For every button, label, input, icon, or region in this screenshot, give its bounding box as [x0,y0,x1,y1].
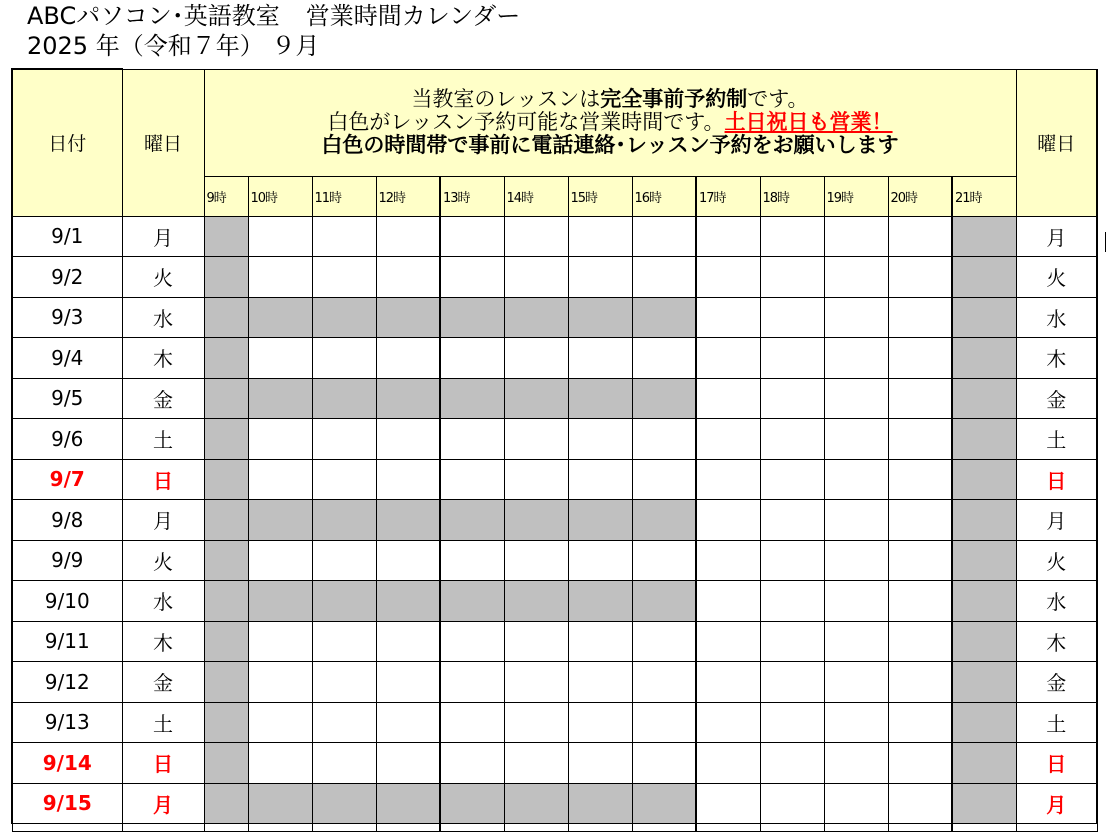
open-slot[interactable] [312,216,376,257]
dow-cell-right: 木 [1016,338,1097,379]
hour-header: 15時 [568,176,632,216]
open-slot[interactable] [248,459,312,500]
open-slot[interactable] [376,662,440,703]
closed-slot[interactable] [504,500,568,541]
closed-slot[interactable] [952,500,1016,541]
open-slot[interactable] [760,743,824,784]
open-slot[interactable] [760,378,824,419]
dow-cell: 日 [122,743,204,784]
open-slot[interactable] [504,216,568,257]
hour-header: 21時 [952,176,1016,216]
dow-cell-right: 水 [1016,297,1097,338]
open-slot[interactable] [632,216,696,257]
open-slot[interactable] [888,662,952,703]
open-slot[interactable] [504,540,568,581]
school-name: ABCパソコン･英語教室 [27,2,280,30]
closed-slot[interactable] [440,783,504,824]
open-slot[interactable] [696,581,760,622]
open-slot[interactable] [248,216,312,257]
closed-slot[interactable] [952,621,1016,662]
open-slot[interactable] [824,378,888,419]
dow-cell: 土 [122,702,204,743]
day-row [12,743,1097,784]
date-cell: 9/14 [12,743,122,784]
partial-cell [312,824,376,832]
closed-slot[interactable] [204,257,248,298]
closed-slot[interactable] [376,378,440,419]
notice-line-2: 白色がレッスン予約可能な営業時間です。土日祝日も営業！ [327,110,893,134]
open-slot[interactable] [568,540,632,581]
open-slot[interactable] [312,702,376,743]
open-slot[interactable] [504,338,568,379]
day-row [12,500,1097,541]
closed-slot[interactable] [952,378,1016,419]
closed-slot[interactable] [568,500,632,541]
dow-cell-right: 金 [1016,378,1097,419]
open-slot[interactable] [696,459,760,500]
closed-slot[interactable] [568,783,632,824]
hour-header: 13時 [440,176,504,216]
open-slot[interactable] [824,621,888,662]
day-row [12,662,1097,703]
closed-slot[interactable] [248,297,312,338]
closed-slot[interactable] [204,621,248,662]
schedule-table [11,68,1098,832]
open-slot[interactable] [760,257,824,298]
closed-slot[interactable] [568,297,632,338]
partial-cell [376,824,440,832]
open-slot[interactable] [696,702,760,743]
dow-cell-right: 火 [1016,257,1097,298]
dow-cell: 木 [122,621,204,662]
dow-cell-right: 月 [1016,783,1097,824]
open-slot[interactable] [888,540,952,581]
closed-slot[interactable] [312,783,376,824]
open-slot[interactable] [824,338,888,379]
open-slot[interactable] [824,662,888,703]
open-slot[interactable] [248,338,312,379]
hour-header: 9時 [204,176,248,216]
closed-slot[interactable] [440,500,504,541]
closed-slot[interactable] [204,702,248,743]
date-cell: 9/8 [12,500,122,541]
partial-cell [248,824,312,832]
partial-cell [760,824,824,832]
closed-slot[interactable] [204,540,248,581]
open-slot[interactable] [312,743,376,784]
open-slot[interactable] [888,419,952,460]
open-slot[interactable] [888,378,952,419]
dow-cell-right: 金 [1016,662,1097,703]
dow-cell: 木 [122,338,204,379]
dow-cell-right: 日 [1016,459,1097,500]
closed-slot[interactable] [376,783,440,824]
calendar-month: 2025 年（令和７年） ９月 [27,32,320,60]
open-slot[interactable] [824,297,888,338]
open-slot[interactable] [824,500,888,541]
open-slot[interactable] [440,459,504,500]
dow-cell: 金 [122,378,204,419]
open-slot[interactable] [376,459,440,500]
partial-cell [632,824,696,832]
closed-slot[interactable] [504,581,568,622]
hour-header: 12時 [376,176,440,216]
dow-cell: 火 [122,540,204,581]
page-title [27,2,520,30]
open-slot[interactable] [440,216,504,257]
open-slot[interactable] [568,419,632,460]
closed-slot[interactable] [952,257,1016,298]
open-slot[interactable] [888,621,952,662]
date-cell: 9/13 [12,702,122,743]
closed-slot[interactable] [376,297,440,338]
closed-slot[interactable] [204,662,248,703]
closed-slot[interactable] [632,297,696,338]
closed-slot[interactable] [248,783,312,824]
dow-cell: 水 [122,581,204,622]
closed-slot[interactable] [204,216,248,257]
calendar-name: 営業時間カレンダー [305,2,521,30]
partial-row [12,824,1097,832]
open-slot[interactable] [312,419,376,460]
notice-line-1: 当教室のレッスンは完全事前予約制です。 [411,87,809,111]
open-slot[interactable] [440,257,504,298]
closed-slot[interactable] [440,378,504,419]
date-cell: 9/6 [12,419,122,460]
dow-cell-right: 月 [1016,216,1097,257]
closed-slot[interactable] [312,297,376,338]
open-slot[interactable] [568,338,632,379]
dow-cell-right: 土 [1016,702,1097,743]
closed-slot[interactable] [952,743,1016,784]
open-slot[interactable] [824,419,888,460]
open-slot[interactable] [376,419,440,460]
closed-slot[interactable] [952,338,1016,379]
closed-slot[interactable] [204,783,248,824]
open-slot[interactable] [504,702,568,743]
closed-slot[interactable] [204,419,248,460]
open-slot[interactable] [376,338,440,379]
open-slot[interactable] [696,257,760,298]
closed-slot[interactable] [248,581,312,622]
partial-cell [1016,824,1097,832]
closed-slot[interactable] [568,581,632,622]
open-slot[interactable] [504,662,568,703]
dow-cell: 水 [122,297,204,338]
open-slot[interactable] [760,783,824,824]
date-cell: 9/9 [12,540,122,581]
open-slot[interactable] [568,621,632,662]
open-slot[interactable] [632,459,696,500]
open-slot[interactable] [824,459,888,500]
day-row [12,783,1097,824]
open-slot[interactable] [568,702,632,743]
open-slot[interactable] [696,783,760,824]
open-slot[interactable] [248,540,312,581]
dow-cell: 土 [122,419,204,460]
dow-header-right: 曜日 [1016,69,1097,216]
closed-slot[interactable] [248,500,312,541]
closed-slot[interactable] [204,297,248,338]
partial-cell [568,824,632,832]
open-slot[interactable] [696,297,760,338]
open-slot[interactable] [248,702,312,743]
open-slot[interactable] [760,338,824,379]
open-slot[interactable] [568,662,632,703]
open-slot[interactable] [376,743,440,784]
open-slot[interactable] [504,257,568,298]
open-slot[interactable] [376,540,440,581]
open-slot[interactable] [632,743,696,784]
open-slot[interactable] [888,783,952,824]
open-slot[interactable] [632,338,696,379]
open-slot[interactable] [568,257,632,298]
open-slot[interactable] [632,621,696,662]
open-slot[interactable] [824,783,888,824]
open-slot[interactable] [888,257,952,298]
open-slot[interactable] [824,581,888,622]
open-slot[interactable] [696,743,760,784]
open-slot[interactable] [312,540,376,581]
open-slot[interactable] [248,743,312,784]
closed-slot[interactable] [204,500,248,541]
open-slot[interactable] [760,419,824,460]
closed-slot[interactable] [632,783,696,824]
open-slot[interactable] [440,662,504,703]
hour-header: 18時 [760,176,824,216]
closed-slot[interactable] [952,702,1016,743]
closed-slot[interactable] [248,378,312,419]
open-slot[interactable] [504,621,568,662]
date-cell: 9/7 [12,459,122,500]
open-slot[interactable] [632,419,696,460]
hour-header: 16時 [632,176,696,216]
hour-header: 14時 [504,176,568,216]
date-cell: 9/15 [12,783,122,824]
date-cell: 9/11 [12,621,122,662]
open-slot[interactable] [568,216,632,257]
closed-slot[interactable] [632,581,696,622]
open-slot[interactable] [888,338,952,379]
open-slot[interactable] [824,257,888,298]
closed-slot[interactable] [376,500,440,541]
dow-header-left: 曜日 [122,69,204,216]
open-slot[interactable] [440,621,504,662]
open-slot[interactable] [696,378,760,419]
date-cell: 9/12 [12,662,122,703]
open-slot[interactable] [504,743,568,784]
open-slot[interactable] [888,459,952,500]
day-row [12,702,1097,743]
partial-cell [12,824,122,832]
open-slot[interactable] [440,743,504,784]
hour-header: 17時 [696,176,760,216]
closed-slot[interactable] [204,459,248,500]
open-slot[interactable] [376,216,440,257]
closed-slot[interactable] [376,581,440,622]
dow-cell: 月 [122,500,204,541]
open-slot[interactable] [696,500,760,541]
dow-cell-right: 土 [1016,419,1097,460]
open-slot[interactable] [632,540,696,581]
open-slot[interactable] [760,216,824,257]
open-slot[interactable] [696,540,760,581]
date-cell: 9/4 [12,338,122,379]
closed-slot[interactable] [504,783,568,824]
open-slot[interactable] [504,459,568,500]
hour-header: 11時 [312,176,376,216]
open-slot[interactable] [888,216,952,257]
open-slot[interactable] [888,702,952,743]
open-slot[interactable] [760,297,824,338]
dow-cell-right: 月 [1016,500,1097,541]
day-row [12,257,1097,298]
open-slot[interactable] [760,662,824,703]
open-slot[interactable] [760,702,824,743]
day-row [12,378,1097,419]
open-slot[interactable] [248,257,312,298]
dow-cell-right: 木 [1016,621,1097,662]
open-slot[interactable] [312,257,376,298]
hour-header: 19時 [824,176,888,216]
dow-cell-right: 水 [1016,581,1097,622]
open-slot[interactable] [824,702,888,743]
hour-header: 10時 [248,176,312,216]
closed-slot[interactable] [204,378,248,419]
closed-slot[interactable] [952,297,1016,338]
day-row [12,459,1097,500]
date-cell: 9/5 [12,378,122,419]
open-slot[interactable] [312,662,376,703]
closed-slot[interactable] [952,216,1016,257]
closed-slot[interactable] [204,743,248,784]
open-slot[interactable] [312,459,376,500]
closed-slot[interactable] [504,378,568,419]
dow-cell: 日 [122,459,204,500]
closed-slot[interactable] [952,783,1016,824]
partial-cell [824,824,888,832]
open-slot[interactable] [376,621,440,662]
closed-slot[interactable] [632,378,696,419]
date-cell: 9/2 [12,257,122,298]
open-slot[interactable] [440,702,504,743]
closed-slot[interactable] [440,297,504,338]
partial-cell [888,824,952,832]
closed-slot[interactable] [952,581,1016,622]
closed-slot[interactable] [952,419,1016,460]
closed-slot[interactable] [204,581,248,622]
closed-slot[interactable] [952,540,1016,581]
closed-slot[interactable] [204,338,248,379]
open-slot[interactable] [696,621,760,662]
partial-cell [440,824,504,832]
hour-header: 20時 [888,176,952,216]
open-slot[interactable] [888,500,952,541]
open-slot[interactable] [824,540,888,581]
open-slot[interactable] [632,662,696,703]
closed-slot[interactable] [312,500,376,541]
day-row [12,297,1097,338]
open-slot[interactable] [440,338,504,379]
open-slot[interactable] [760,459,824,500]
open-slot[interactable] [888,581,952,622]
open-slot[interactable] [760,581,824,622]
day-row [12,621,1097,662]
cell-cursor-marker [1105,232,1106,252]
closed-slot[interactable] [568,378,632,419]
day-row [12,581,1097,622]
closed-slot[interactable] [312,581,376,622]
closed-slot[interactable] [440,581,504,622]
dow-cell-right: 日 [1016,743,1097,784]
open-slot[interactable] [248,662,312,703]
open-slot[interactable] [824,743,888,784]
dow-cell: 金 [122,662,204,703]
open-slot[interactable] [696,216,760,257]
dow-cell-right: 火 [1016,540,1097,581]
closed-slot[interactable] [632,500,696,541]
day-row [12,540,1097,581]
date-cell: 9/3 [12,297,122,338]
date-cell: 9/10 [12,581,122,622]
date-header: 日付 [12,69,122,216]
dow-cell: 月 [122,216,204,257]
closed-slot[interactable] [504,297,568,338]
notice-line-3: 白色の時間帯で事前に電話連絡･レッスン予約をお願いします [321,133,899,157]
booking-notice [204,69,1016,176]
day-row [12,216,1097,257]
open-slot[interactable] [440,540,504,581]
day-row [12,419,1097,460]
open-slot[interactable] [568,743,632,784]
partial-cell [122,824,204,832]
open-slot[interactable] [760,500,824,541]
closed-slot[interactable] [952,662,1016,703]
open-slot[interactable] [888,297,952,338]
open-slot[interactable] [312,338,376,379]
closed-slot[interactable] [312,378,376,419]
day-row [12,338,1097,379]
open-slot[interactable] [376,257,440,298]
partial-cell [696,824,760,832]
open-slot[interactable] [760,540,824,581]
open-slot[interactable] [696,662,760,703]
partial-cell [952,824,1016,832]
date-cell: 9/1 [12,216,122,257]
open-slot[interactable] [632,257,696,298]
open-slot[interactable] [376,702,440,743]
open-slot[interactable] [888,743,952,784]
open-slot[interactable] [760,621,824,662]
open-slot[interactable] [248,621,312,662]
dow-cell: 月 [122,783,204,824]
open-slot[interactable] [632,702,696,743]
partial-cell [204,824,248,832]
open-slot[interactable] [824,216,888,257]
open-slot[interactable] [568,459,632,500]
open-slot[interactable] [696,419,760,460]
open-slot[interactable] [696,338,760,379]
closed-slot[interactable] [952,459,1016,500]
open-slot[interactable] [312,621,376,662]
open-slot[interactable] [248,419,312,460]
open-slot[interactable] [440,419,504,460]
dow-cell: 火 [122,257,204,298]
open-slot[interactable] [504,419,568,460]
partial-cell [504,824,568,832]
